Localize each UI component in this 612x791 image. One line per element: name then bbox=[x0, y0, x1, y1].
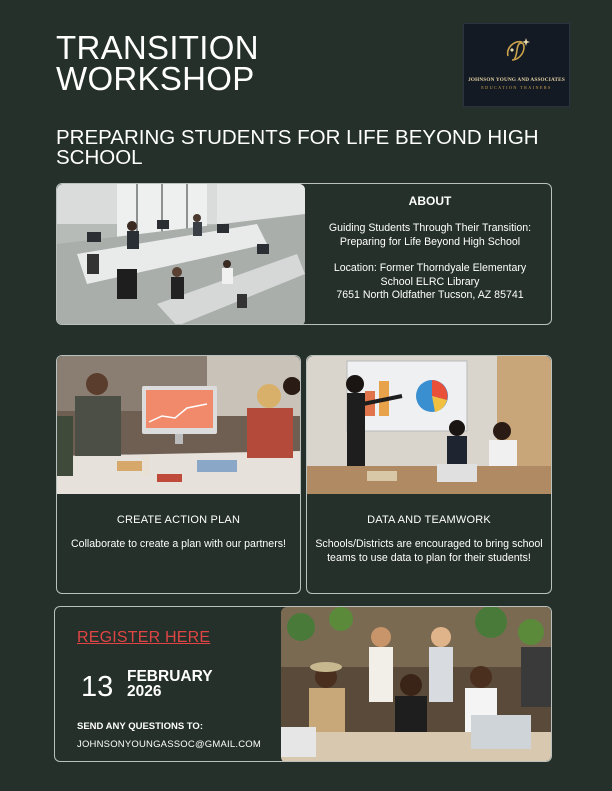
register-link[interactable]: REGISTER HERE bbox=[77, 629, 211, 646]
meeting-photo bbox=[57, 356, 300, 494]
about-card bbox=[56, 183, 552, 325]
data-teamwork-card bbox=[306, 355, 552, 594]
about-description: Guiding Students Through Their Transition: Preparing for Life Beyond High School bbox=[328, 222, 532, 248]
contact-email[interactable]: JOHNSONYOUNGASSOC@GMAIL.COM bbox=[77, 739, 261, 750]
action-plan-card bbox=[56, 355, 301, 594]
logo-name: JOHNSON YOUNG AND ASSOCIATES bbox=[468, 77, 565, 83]
office-photo bbox=[57, 184, 305, 325]
event-day: 13 bbox=[81, 671, 114, 703]
logo-emblem-icon bbox=[502, 34, 532, 68]
about-location: Location: Former Thorndyale Elementary School ELRC Library bbox=[333, 262, 527, 288]
logo-tagline: EDUCATION TRAINERS bbox=[481, 85, 552, 90]
about-heading: ABOUT bbox=[408, 194, 452, 208]
data-teamwork-text: Schools/Districts are encouraged to bring school teams to use data to plan for their students! bbox=[315, 538, 543, 564]
event-month-year bbox=[127, 669, 213, 699]
page-title bbox=[56, 29, 259, 97]
presentation-photo bbox=[307, 356, 551, 494]
company-logo bbox=[463, 23, 570, 107]
title-line-2: WORKSHOP bbox=[56, 60, 255, 97]
event-month: FEBRUARY bbox=[127, 668, 213, 685]
data-teamwork-heading: DATA AND TEAMWORK bbox=[367, 514, 491, 526]
about-address: 7651 North Oldfather Tucson, AZ 85741 bbox=[336, 289, 524, 301]
team-photo bbox=[281, 607, 552, 762]
register-card bbox=[54, 606, 552, 762]
action-plan-text: Collaborate to create a plan with our partners! bbox=[71, 538, 286, 550]
event-year: 2026 bbox=[127, 683, 162, 700]
title-line-1: TRANSITION bbox=[56, 29, 259, 66]
action-plan-heading: CREATE ACTION PLAN bbox=[116, 514, 241, 526]
questions-label: SEND ANY QUESTIONS TO: bbox=[77, 721, 203, 732]
page-subtitle: PREPARING STUDENTS FOR LIFE BEYOND HIGH SCHOOL bbox=[56, 126, 539, 169]
